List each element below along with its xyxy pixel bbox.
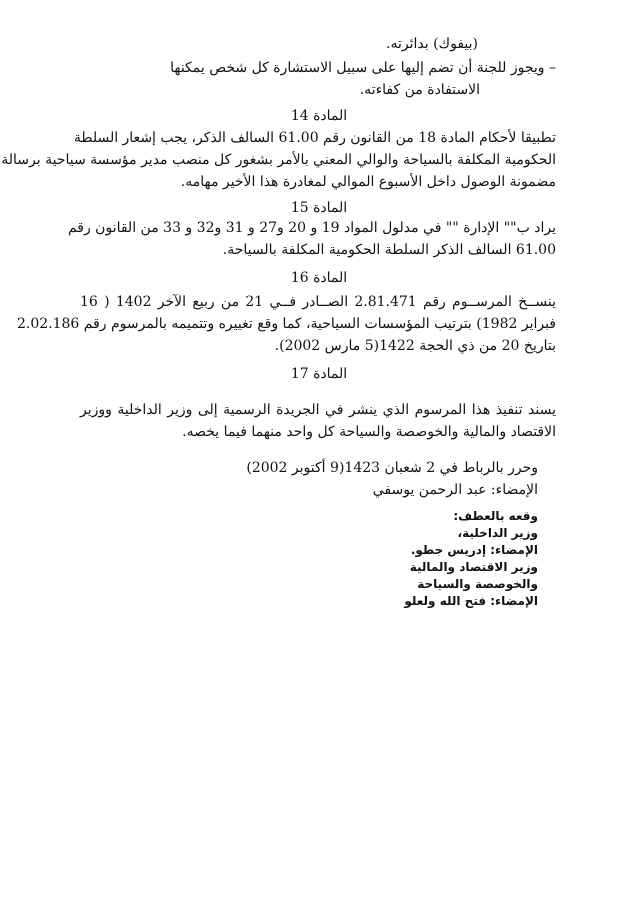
article-14-line-3: مضمونة الوصول داخل الأسبوع الموالي لمغادرة هذا الأخير مهامه. (180, 174, 556, 190)
article-15-line-2: 61.00 السالف الذكر السلطة الحكومية المكلفة بالسياحة. (222, 242, 556, 258)
countersign-line-4: وزير الاقتصاد والمالية (409, 560, 538, 574)
countersign-line-2: وزير الداخلية، (457, 526, 538, 540)
article-14-line-1: تطبيقا لأحكام المادة 18 من القانون رقم 61.00 السالف الذكر، يجب إشعار السلطة (73, 130, 556, 146)
article-14-title: المادة 14 (290, 108, 348, 124)
countersign-line-3: الإمضاء: إدريس جطو. (410, 543, 538, 557)
article-16-line-3: بتاريخ 20 من ذي الحجة 1422(5 مارس 2002). (274, 338, 556, 354)
article-17-line-2: الاقتصاد والمالية والخوصصة والسياحة كل واحد منهما فيما يخصه. (182, 424, 556, 440)
intro-line-1: (بيفوك) بدائرته. (386, 36, 478, 52)
article-16-title: المادة 16 (290, 270, 348, 286)
article-17-line-1: يسند تنفيذ هذا المرسوم الذي ينشر في الجريدة الرسمية إلى وزير الداخلية ووزير (80, 402, 556, 418)
closing-signature: الإمضاء: عبد الرحمن يوسفي (372, 482, 538, 498)
article-16-line-2: فبراير 1982) بترتيب المؤسسات السياحية، كما وقع تغييره وتتميمه بالمرسوم رقم 2.02.186 (17, 316, 556, 332)
countersign-line-5: والخوصصة والسياحة (417, 577, 538, 591)
article-16-line-1: ينســخ المرســوم رقم 2.81.471 الصــادر فــي 21 من ربيع الآخر 1402 ( 16 (80, 294, 556, 310)
closing-date: وحرر بالرباط في 2 شعبان 1423(9 أكتوبر 2002) (246, 460, 538, 476)
article-17-title: المادة 17 (290, 366, 348, 382)
article-15-line-1: يراد ب"" الإدارة "" في مدلول المواد 19 و 20 و27 و 31 و32 و 33 من القانون رقم (67, 220, 556, 236)
article-14-line-2: الحكومية المكلفة بالسياحة والوالي المعني بالأمر بشغور كل منصب مدير مؤسسة سياحية برسالة (1, 152, 556, 168)
countersign-line-6: الإمضاء: فتح الله ولعلو (404, 594, 538, 608)
intro-line-3: الاستفادة من كفاءته. (359, 82, 480, 98)
article-15-title: المادة 15 (290, 200, 348, 216)
intro-line-2: – ويجوز للجنة أن تضم إليها على سبيل الاستشارة كل شخص يمكنها (170, 60, 556, 76)
countersign-line-1: وقعه بالعطف: (453, 509, 538, 523)
